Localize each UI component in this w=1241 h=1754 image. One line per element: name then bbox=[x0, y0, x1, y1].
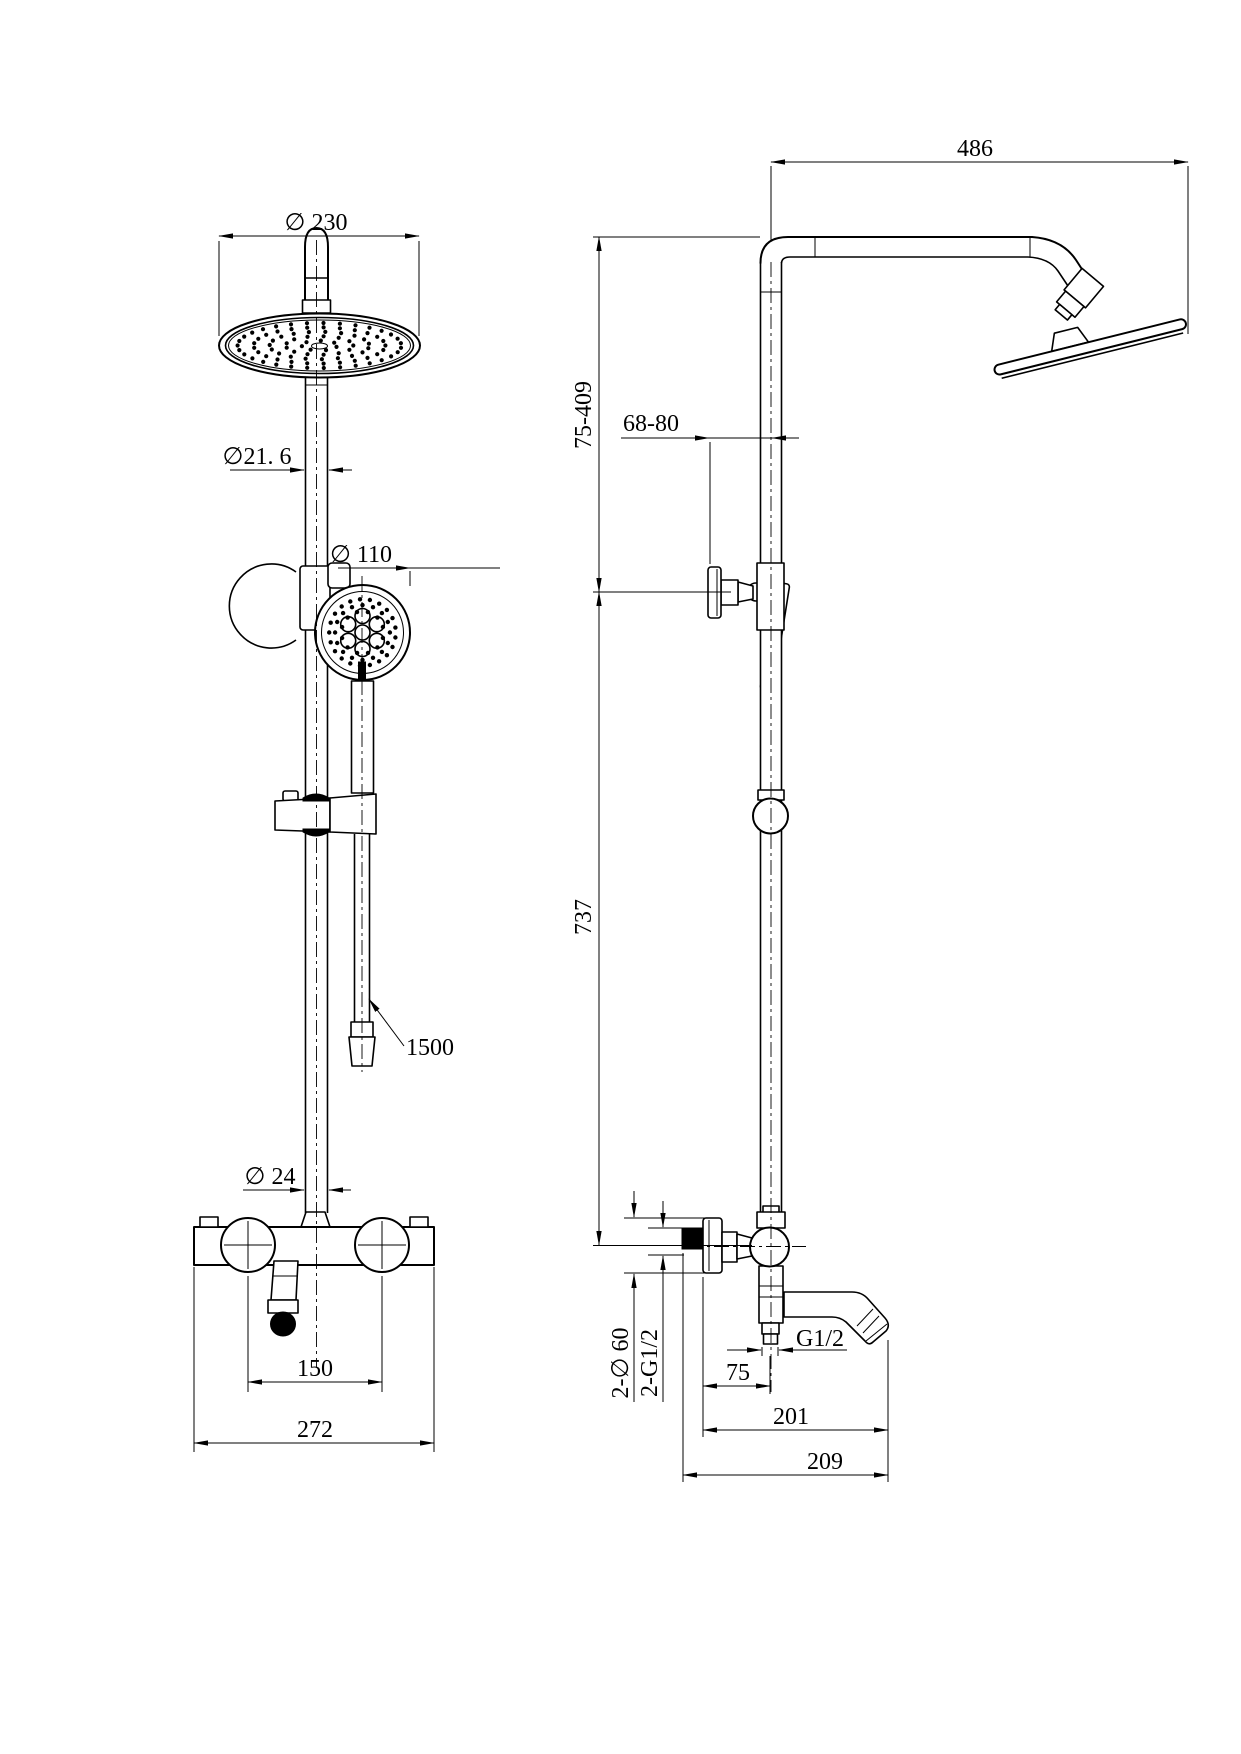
dim-text-hose-length: 1500 bbox=[406, 1035, 454, 1061]
dim-text-riser-diameter: ∅21. 6 bbox=[222, 444, 292, 470]
dim-text-overall-depth: 209 bbox=[807, 1449, 843, 1475]
hand-shower-handle-front bbox=[352, 681, 374, 793]
dim-text-hand-shower-diameter: ∅ 110 bbox=[329, 542, 393, 568]
slider-knob-side bbox=[753, 790, 788, 834]
dim-text-spout-drop-offset: 75 bbox=[726, 1360, 750, 1386]
slider-bracket-front bbox=[275, 791, 376, 836]
dim-text-upper-riser-height: 75-409 bbox=[571, 381, 597, 449]
mixer-front bbox=[194, 1212, 434, 1336]
front-view bbox=[194, 228, 434, 1368]
dim-hose-length bbox=[369, 999, 454, 1061]
dim-text-overall-width: 272 bbox=[297, 1417, 333, 1443]
dim-text-spout-reach: 201 bbox=[773, 1404, 809, 1430]
dim-text-escutcheon-diameter: 2-∅ 60 bbox=[608, 1327, 634, 1399]
dim-text-bracket-wall-offset: 68-80 bbox=[623, 411, 679, 437]
dim-text-valve-center-spacing: 150 bbox=[297, 1356, 333, 1382]
hand-shower-front bbox=[315, 585, 410, 685]
rain-head-front bbox=[219, 228, 420, 378]
spout-front bbox=[268, 1261, 298, 1336]
dim-text-lower-riser-diameter: ∅ 24 bbox=[244, 1164, 296, 1190]
dim-overall-depth bbox=[683, 1253, 888, 1482]
dim-arm-reach bbox=[771, 136, 1188, 334]
dim-text-bracket-to-valve-height: 737 bbox=[571, 899, 597, 935]
dim-hand-shower-diameter bbox=[330, 542, 500, 586]
wall-bracket-side bbox=[708, 563, 784, 630]
side-view bbox=[682, 237, 1188, 1392]
rain-head-side bbox=[989, 302, 1188, 380]
dim-text-arm-reach: 486 bbox=[957, 136, 993, 162]
arm-head-connector bbox=[1051, 268, 1104, 324]
dim-valve-center-spacing bbox=[248, 1276, 382, 1392]
shower-arm-side bbox=[761, 237, 1090, 286]
mixer-side bbox=[682, 1206, 888, 1344]
dim-riser-diameter bbox=[223, 444, 352, 470]
dim-text-head-diameter: ∅ 230 bbox=[284, 210, 348, 236]
dim-text-outlet-thread: G1/2 bbox=[796, 1326, 844, 1352]
dim-bracket-to-valve-height bbox=[571, 592, 752, 1246]
dim-text-inlet-thread: 2-G1/2 bbox=[637, 1329, 663, 1397]
dim-inlet-thread bbox=[637, 1201, 684, 1402]
dim-outlet-thread bbox=[727, 1326, 847, 1356]
dim-lower-riser-diameter bbox=[243, 1164, 351, 1190]
